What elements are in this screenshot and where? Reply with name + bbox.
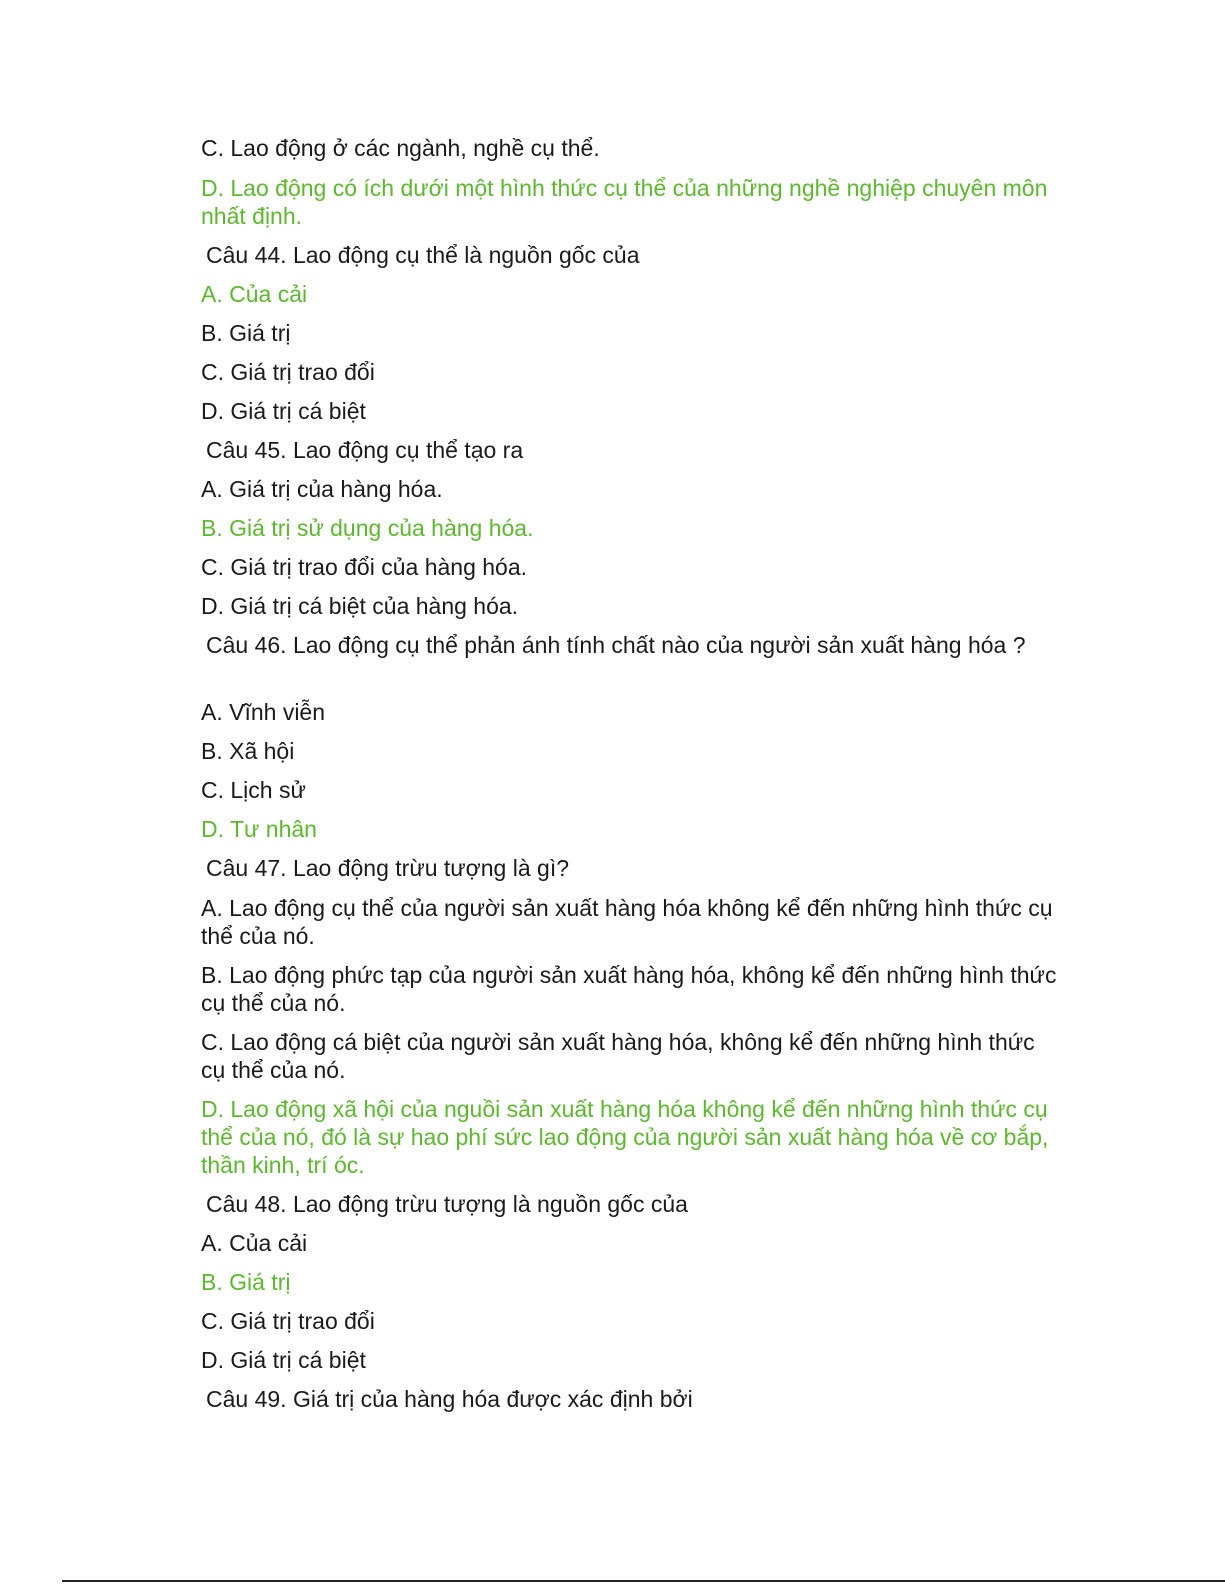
answer-47-b: B. Lao động phức tạp của người sản xuất hàng hóa, không kể đến những hình thức cụ thể của nó. [201,962,1057,1016]
answer-47-a: A. Lao động cụ thể của người sản xuất hàng hóa không kể đến những hình thức cụ thể của nó. [201,895,1053,949]
answer-46-b: B. Xã hội [201,738,295,764]
answer-48-c: C. Giá trị trao đổi [201,1308,375,1334]
answer-47-c: C. Lao động cá biệt của người sản xuất hàng hóa, không kể đến những hình thức cụ thể của nó. [201,1029,1035,1083]
answer-46-a: A. Vĩnh viễn [201,699,326,725]
answer-47-d: D. Lao động xã hội của nguồi sản xuất hàng hóa không kể đến những hình thức cụ thể của nó, đó là sự hao phí sức lao động của người sản xuất hàng hóa về cơ bắp, thần kinh, trí óc. [201,1096,1049,1178]
page-bottom-rule [62,1580,1225,1582]
answer-46-c: C. Lịch sử [201,777,306,803]
answer-44-d: D. Giá trị cá biệt [201,398,366,424]
question-48: Câu 48. Lao động trừu tượng là nguồn gốc của [206,1191,688,1217]
answer-44-a: A. Của cải [201,281,308,307]
answer-44-c: C. Giá trị trao đổi [201,359,375,385]
question-49: Câu 49. Giá trị của hàng hóa được xác định bởi [206,1386,693,1412]
answer-48-d: D. Giá trị cá biệt [201,1347,366,1373]
answer-45-c: C. Giá trị trao đổi của hàng hóa. [201,554,528,580]
answer-46-d: D. Tư nhân [201,816,317,842]
question-46: Câu 46. Lao động cụ thể phản ánh tính chất nào của người sản xuất hàng hóa ? [206,632,1026,658]
question-45: Câu 45. Lao động cụ thể tạo ra [206,437,524,463]
question-44: Câu 44. Lao động cụ thể là nguồn gốc của [206,242,640,268]
answer-45-a: A. Giá trị của hàng hóa. [201,476,443,502]
answer-43-c: C. Lao động ở các ngành, nghề cụ thể. [201,135,600,161]
answer-45-d: D. Giá trị cá biệt của hàng hóa. [201,593,519,619]
answer-48-a: A. Của cải [201,1230,308,1256]
answer-43-d: D. Lao động có ích dưới một hình thức cụ thể của những nghề nghiệp chuyên môn nhất định. [201,175,1048,229]
answer-48-b: B. Giá trị [201,1269,291,1295]
answer-45-b: B. Giá trị sử dụng của hàng hóa. [201,515,534,541]
answer-44-b: B. Giá trị [201,320,291,346]
question-47: Câu 47. Lao động trừu tượng là gì? [206,855,570,881]
